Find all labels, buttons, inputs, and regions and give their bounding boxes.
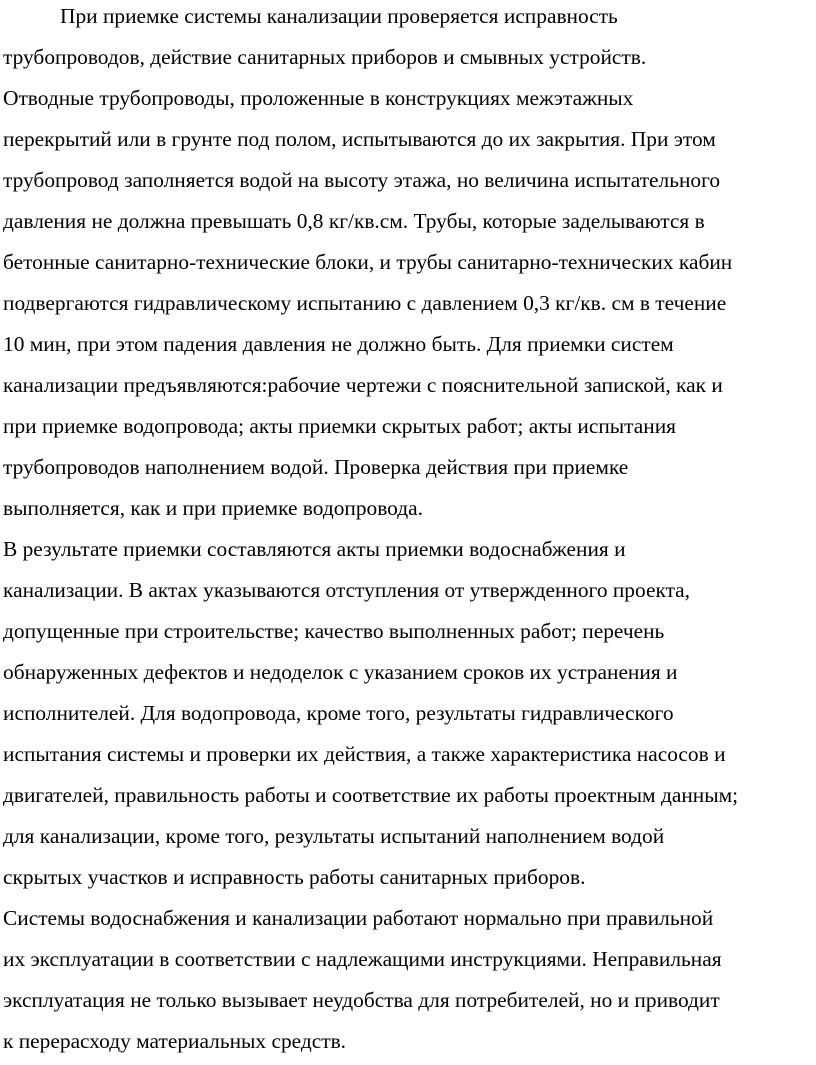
text-line: выполняется, как и при приемке водопровода. [3, 496, 423, 520]
text-line: двигателей, правильность работы и соответствие их работы проектным данным; [3, 783, 739, 807]
text-line: канализации. В актах указываются отступления от утвержденного проекта, [3, 578, 691, 602]
text-line: канализации предъявляются:рабочие чертежи с пояснительной запиской, как и [3, 373, 723, 397]
text-line: при приемке водопровода; акты приемки скрытых работ; акты испытания [3, 414, 676, 438]
text-line: эксплуатация не только вызывает неудобства для потребителей, но и приводит [3, 988, 720, 1012]
text-line: В результате приемки составляются акты приемки водоснабжения и [3, 537, 626, 561]
text-line: трубопроводов наполнением водой. Проверка действия при приемке [3, 455, 629, 479]
text-line: При приемке системы канализации проверяется исправность [60, 4, 618, 28]
text-line: скрытых участков и исправность работы санитарных приборов. [3, 865, 586, 889]
text-line: для канализации, кроме того, результаты испытаний наполнением водой [3, 824, 665, 848]
text-line: 10 мин, при этом падения давления не должно быть. Для приемки систем [3, 332, 674, 356]
text-line: перекрытий или в грунте под полом, испытываются до их закрытия. При этом [3, 127, 716, 151]
text-line: допущенные при строительстве; качество выполненных работ; перечень [3, 619, 665, 643]
text-line: их эксплуатации в соответствии с надлежащими инструкциями. Неправильная [3, 947, 722, 971]
text-line: трубопроводов, действие санитарных приборов и смывных устройств. [3, 45, 647, 69]
text-line: трубопровод заполняется водой на высоту этажа, но величина испытательного [3, 168, 721, 192]
text-line: обнаруженных дефектов и недоделок с указанием сроков их устранения и [3, 660, 678, 684]
text-line: подвергаются гидравлическому испытанию с давлением 0,3 кг/кв. см в течение [3, 291, 727, 315]
text-line: бетонные санитарно-технические блоки, и трубы санитарно-технических кабин [3, 250, 733, 274]
text-line: давления не должна превышать 0,8 кг/кв.см. Трубы, которые заделываются в [3, 209, 705, 233]
text-line: Отводные трубопроводы, проложенные в конструкциях межэтажных [3, 86, 634, 110]
text-line: исполнителей. Для водопровода, кроме того, результаты гидравлического [3, 701, 674, 725]
text-line: испытания системы и проверки их действия, а также характеристика насосов и [3, 742, 726, 766]
text-line: к перерасходу материальных средств. [3, 1029, 347, 1053]
text-line: Системы водоснабжения и канализации работают нормально при правильной [3, 906, 714, 930]
